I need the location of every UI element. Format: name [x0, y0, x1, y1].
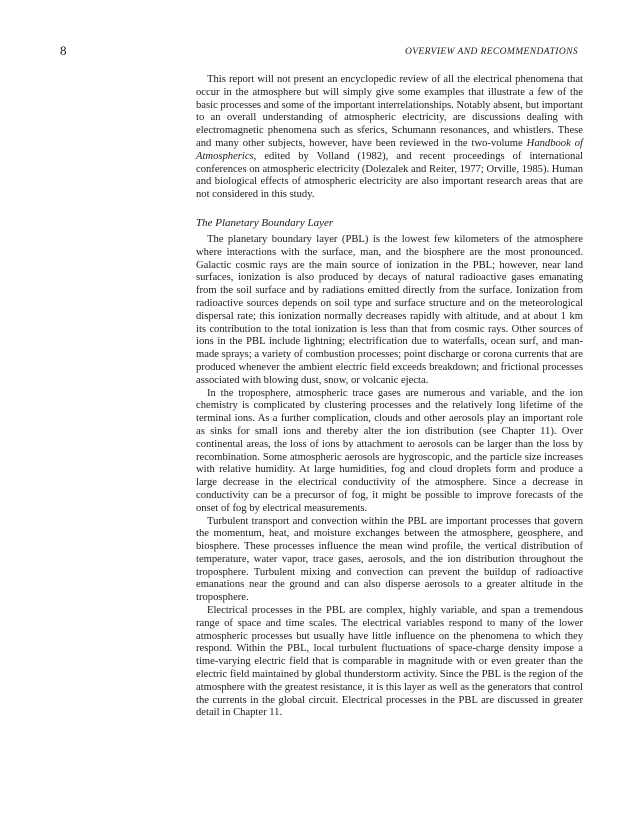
body-text: [196, 74, 583, 720]
running-head: OVERVIEW AND RECOMMENDATIONS: [404, 47, 578, 57]
intro-paragraph: [196, 74, 583, 202]
section-paragraph-3: Turbulent transport and convection within the PBL are important processes that govern the momentum, heat, and moisture exchanges between the atmosphere, geosphere, and biosphere. These processes influence the mean wind profile, the vertical distribution of temperature, water vapor, trace gases, aerosols, and the ion distribution throughout the troposphere. Turbulent mixing and convection can prevent the buildup of radioactive emanations near the ground and can also disperse aerosols to a greater altitude in the troposphere.: [196, 515, 583, 604]
book-title: Handbook of Atmospherics: [196, 137, 583, 162]
section-heading: The Planetary Boundary Layer: [196, 216, 334, 229]
intro-text-part-2: , edited by Volland (1982), and recent proceedings of international conferences on atmospheric electricity (Dolezalek and Reiter, 1977; Orville, 1985). Human and biological effects of atmospheric electricity are also important research areas that are not considered in this study.: [196, 150, 583, 201]
page-number: 8: [60, 43, 67, 58]
section-paragraph-2: In the troposphere, atmospheric trace gases are numerous and variable, and the ion chemistry is complicated by clustering processes and the relatively long lifetime of the terminal ions. As a further complication, clouds and other aerosols play an important role as sinks for small ions and thereby alter the ion distribution (see Chapter 11). Over continental areas, the loss of ions by attachment to aerosols can be larger than the loss by recombination. Some atmospheric aerosols are hygroscopic, and the particle size increases with relative humidity. At large humidities, fog and cloud droplets form and produce a large decrease in the electrical conductivity of the atmosphere. Since a decrease in conductivity can be a precursor of fog, it might be possible to improve forecasts of the onset of fog by electrical measurements.: [196, 387, 583, 514]
section-paragraph-4: Electrical processes in the PBL are complex, highly variable, and span a tremendous range of space and time scales. The electrical variables respond to many of the lower atmospheric processes but usually have little influence on the phenomena to which they respond. Within the PBL, local turbulent fluctuations of space-charge density impose a time-varying electric field that is comparable in magnitude with or even greater than the electric field maintained by global thunderstorm activity. Since the PBL is the region of the atmosphere with the greatest resistance, it is this layer as well as the generators that control the currents in the global circuit. Electrical processes in the PBL are discussed in greater detail in Chapter 11.: [196, 605, 583, 719]
intro-text-part-1: This report will not present an encyclopedic review of all the electrical phenomena that occur in the atmosphere but will simply give some examples that illustrate a few of the basic processes and some of the important interrelationships. Notably absent, but important to an overall understanding of atmospheric electricity, are discussions dealing with electromagnetic phenomena such as sferics, Schumann resonances, and whistlers. These and many other subjects, however, have been reviewed in the two-volume: [196, 74, 583, 149]
section-paragraph-1: The planetary boundary layer (PBL) is the lowest few kilometers of the atmosphere where interactions with the surface, man, and the biosphere are the most pronounced. Galactic cosmic rays are the main source of ionization in the PBL; however, near land surfaces, ionization is also produced by decays of natural radioactive gases emanating from the soil surface and by radiations emitted directly from the surface. Ionization from radioactive sources depends on soil type and surface structure and on the meteorological dispersal rate; this ionization normally decreases rapidly with altitude, and at about 1 km its contribution to the total ionization is less than that from cosmic rays. Other sources of ions in the PBL include lightning; electrification due to waterfalls, ocean surf, and man-made sprays; a variety of combustion processes; point discharge or corona currents that are produced whenever the ambient electric field exceeds breakdown; and frictional processes associated with blowing dust, snow, or volcanic ejecta.: [196, 233, 583, 386]
